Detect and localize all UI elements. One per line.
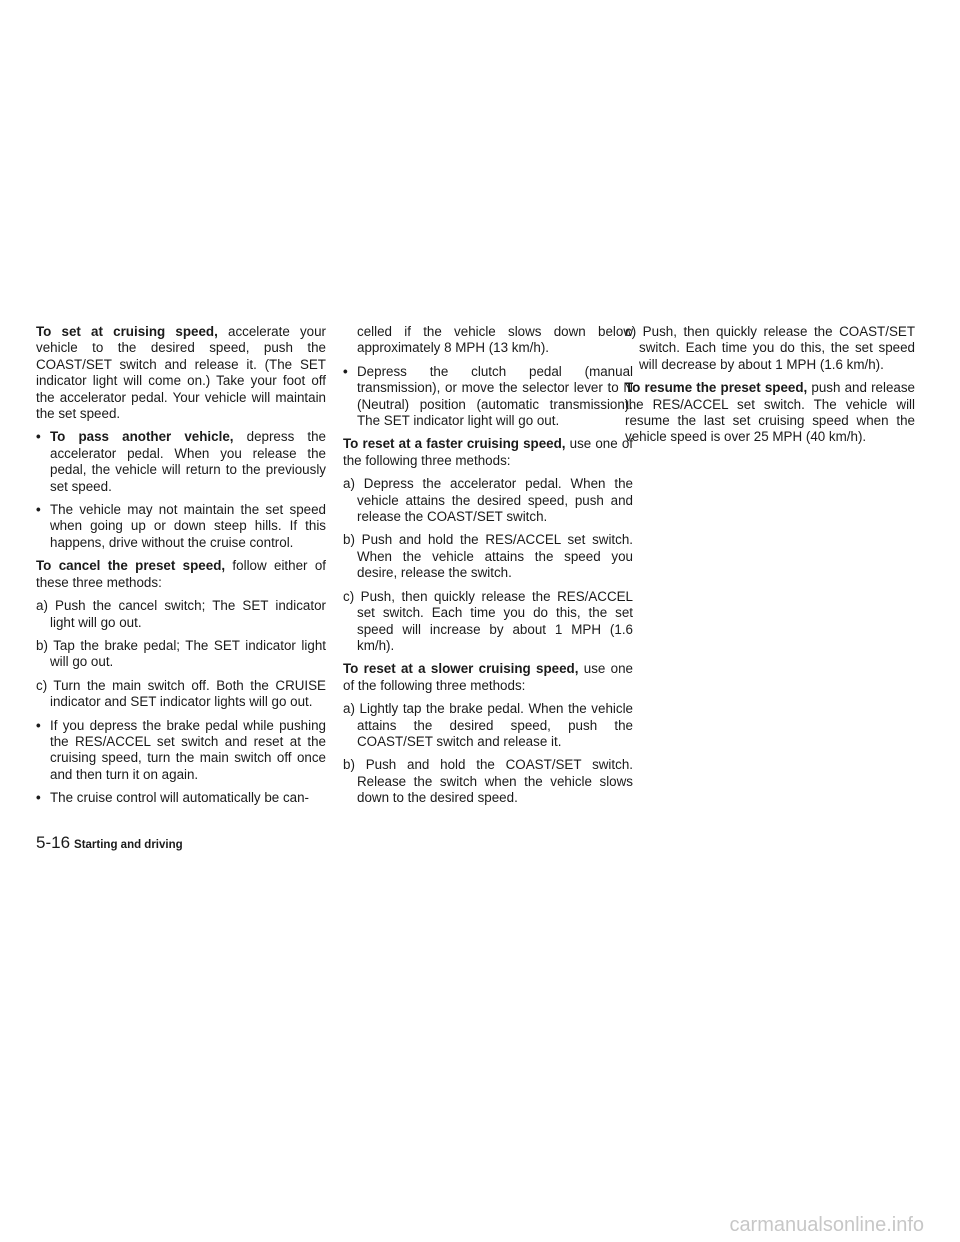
heading-cancel-speed: To cancel the preset speed, [36, 558, 226, 574]
bullet-icon: • [36, 429, 41, 445]
column-1 [36, 324, 326, 814]
text-pass-vehicle: depress the accelerator pedal. When you release the pedal, the vehicle will return to the previously set speed. [50, 429, 327, 494]
page-number: 5-16 [36, 833, 71, 852]
text-cancel-speed: follow either of these three methods: [36, 558, 326, 590]
paragraph-resume-speed [625, 380, 915, 446]
column-3 [625, 324, 915, 453]
text-continuation: celled if the vehicle slows down below approximately 8 MPH (13 km/h). [357, 324, 633, 356]
heading-slower-speed: To reset at a slower cruising speed, [343, 661, 579, 677]
text-faster-speed: use one of the following three methods: [343, 436, 633, 468]
bullet-icon: • [343, 363, 348, 379]
list-item: a) Depress the accelerator pedal. When the vehicle attains the desired speed, push and release the COAST/SET switch. [343, 476, 633, 525]
bullet-item [36, 790, 326, 806]
list-item: c) Push, then quickly release the COAST/SET switch. Each time you do this, the set speed will decrease by about 1 MPH (1.6 km/h). [625, 324, 915, 372]
list-item: c) Push, then quickly release the RES/ACCEL set switch. Each time you do this, the set speed will increase by about 1 MPH (1.6 km/h). [343, 588, 633, 653]
text-auto-cancel: The cruise control will automatically be can- [50, 790, 309, 806]
text-steep-hills: The vehicle may not maintain the set speed when going up or down steep hills. If this happens, drive without the cruise control. [50, 502, 326, 550]
paragraph-cancel-speed [36, 558, 326, 591]
bullet-item [36, 718, 326, 784]
paragraph-slower-speed [343, 661, 633, 694]
page-footer [36, 833, 183, 853]
text-resume-speed: push and release the RES/ACCEL set switch. The vehicle will resume the last set cruising speed when the vehicle speed is over 25 MPH (40 km/h). [625, 380, 915, 445]
list-item: b) Tap the brake pedal; The SET indicator light will go out. [36, 637, 326, 670]
list-item: a) Push the cancel switch; The SET indicator light will go out. [36, 598, 326, 630]
paragraph-faster-speed [343, 436, 633, 469]
bullet-item [36, 502, 326, 551]
list-item: a) Lightly tap the brake pedal. When the vehicle attains the desired speed, push the COAST/SET switch and release it. [343, 701, 633, 749]
text-clutch: Depress the clutch pedal (manual transmission), or move the selector lever to N (Neutral) position (automatic transmission). The SET indicator light will go out. [357, 363, 633, 429]
column-2 [343, 324, 633, 814]
list-item: b) Push and hold the RES/ACCEL set switch. When the vehicle attains the speed you desire, release the switch. [343, 532, 633, 581]
text-slower-speed: use one of the following three methods: [343, 661, 634, 693]
list-item: b) Push and hold the COAST/SET switch. Release the switch when the vehicle slows down to the desired speed. [343, 757, 633, 806]
bullet-item [36, 429, 326, 495]
list-item: c) Turn the main switch off. Both the CRUISE indicator and SET indicator lights will go out. [36, 677, 326, 710]
bullet-icon: • [36, 717, 41, 733]
section-title: Starting and driving [74, 839, 183, 851]
heading-set-speed: To set at cruising speed, [36, 324, 218, 339]
paragraph-set-speed [36, 324, 326, 422]
bullet-icon: • [36, 790, 41, 806]
text-set-speed: accelerate your vehicle to the desired speed, push the COAST/SET switch and release it. (The SET indicator light will come on.) Take your foot off the accelerator pedal. Your vehicle will maintain the set speed. [36, 324, 327, 422]
heading-resume-speed: To resume the preset speed, [625, 380, 808, 396]
watermark: carmanualsonline.info [729, 1214, 924, 1236]
bullet-icon: • [36, 502, 41, 518]
text-brake-reset: If you depress the brake pedal while pushing the RES/ACCEL set switch and reset at the cruising speed, turn the main switch off once and then turn it on again. [50, 717, 326, 782]
bullet-item [343, 364, 633, 430]
heading-faster-speed: To reset at a faster cruising speed, [343, 436, 566, 452]
heading-pass-vehicle: To pass another vehicle, [50, 429, 234, 445]
